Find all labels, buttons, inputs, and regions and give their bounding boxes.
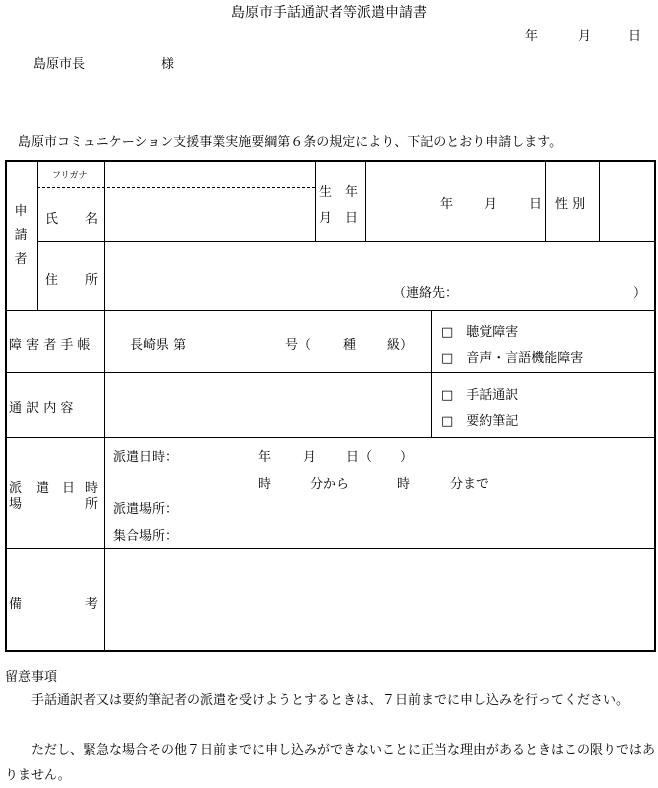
intro-text: 島原市コミュニケーション支援事業実施要綱第６条の規定により、下記のとおり申請します。	[18, 135, 563, 150]
name-label-1: 氏	[45, 212, 59, 227]
dispatch-date-day: 日（	[346, 450, 373, 465]
meeting-place-label: 集合場所：	[113, 529, 179, 544]
dispatch-datetime-label: 派遣日時：	[113, 450, 179, 465]
col-divider	[545, 160, 546, 241]
dispatch-date-close: ）	[400, 450, 414, 465]
service-label: 通 訳 内 容	[9, 401, 74, 416]
address-label-2: 所	[85, 273, 99, 288]
checkbox-speech[interactable]: □ 音声・言語機能障害	[441, 351, 584, 366]
notes-line-1: 手話通訳者又は要約筆記者の派遣を受けようとするときは、７日前までに申し込みを行ってください。	[31, 693, 630, 708]
applicant-header: 申 請 者	[14, 204, 28, 267]
dispatch-time-hour1: 時	[258, 477, 272, 492]
dispatch-place-label: 派遣場所：	[113, 502, 179, 517]
row-divider	[5, 548, 656, 549]
birth-label: 生 年 月 日	[319, 185, 359, 226]
checkbox-sign-language[interactable]: □ 手話通訳	[441, 388, 519, 403]
col-divider	[365, 160, 366, 241]
handbook-kind: 種	[343, 338, 357, 353]
col-divider	[315, 160, 316, 241]
furigana-label: フリガナ	[52, 171, 88, 181]
row-divider	[5, 372, 656, 373]
checkbox-summary-writing[interactable]: □ 要約筆記	[441, 414, 519, 429]
date-year: 年	[525, 29, 539, 44]
dispatch-label-ba: 場	[9, 497, 23, 512]
contact-label: （連絡先：	[393, 286, 459, 301]
row-divider	[5, 310, 656, 311]
dispatch-label-nichi: 日	[62, 481, 76, 496]
dispatch-time-until: 分まで	[450, 477, 490, 492]
col-divider	[431, 310, 432, 437]
checkbox-hearing[interactable]: □ 聴覚障害	[441, 325, 519, 340]
addressee-mayor: 島原市長	[33, 57, 86, 72]
remarks-label-2: 考	[85, 597, 99, 612]
dispatch-label-sho: 所	[85, 497, 99, 512]
dispatch-time-from: 分から	[310, 477, 350, 492]
application-form-table	[5, 160, 656, 652]
name-label-2: 名	[85, 212, 99, 227]
notes-heading: 留意事項	[5, 670, 58, 685]
handbook-prefecture: 長崎県 第	[130, 338, 187, 353]
date-day: 日	[628, 29, 642, 44]
col-divider	[104, 160, 105, 652]
row-divider	[5, 437, 656, 438]
dispatch-time-hour2: 時	[397, 477, 411, 492]
notes-line-2: ただし、緊急な場合その他７日前までに申し込みができないことに正当な理由があるときはこの限りではありません。	[5, 743, 656, 783]
col-divider	[37, 160, 38, 310]
dispatch-label-ha: 派	[9, 481, 23, 496]
birth-month: 月	[484, 197, 498, 212]
date-month: 月	[578, 29, 592, 44]
page-title: 島原市手話通訳者等派遣申請書	[231, 5, 427, 21]
birth-day: 日	[529, 197, 543, 212]
dispatch-label-ken: 遣	[36, 481, 50, 496]
birth-year: 年	[440, 197, 454, 212]
furigana-divider	[37, 187, 315, 188]
handbook-label: 障 害 者 手 帳	[9, 338, 91, 353]
contact-close: ）	[633, 286, 647, 301]
dispatch-date-year: 年	[258, 450, 272, 465]
handbook-number: 号（	[285, 338, 312, 353]
dispatch-label-ji: 時	[85, 481, 99, 496]
dispatch-date-month: 月	[303, 450, 317, 465]
handbook-grade: 級）	[387, 338, 414, 353]
remarks-label-1: 備	[9, 597, 23, 612]
gender-label: 性 別	[555, 197, 586, 212]
col-divider	[599, 160, 600, 241]
row-divider	[37, 241, 656, 242]
addressee-sama: 様	[161, 57, 175, 72]
address-label-1: 住	[45, 273, 59, 288]
